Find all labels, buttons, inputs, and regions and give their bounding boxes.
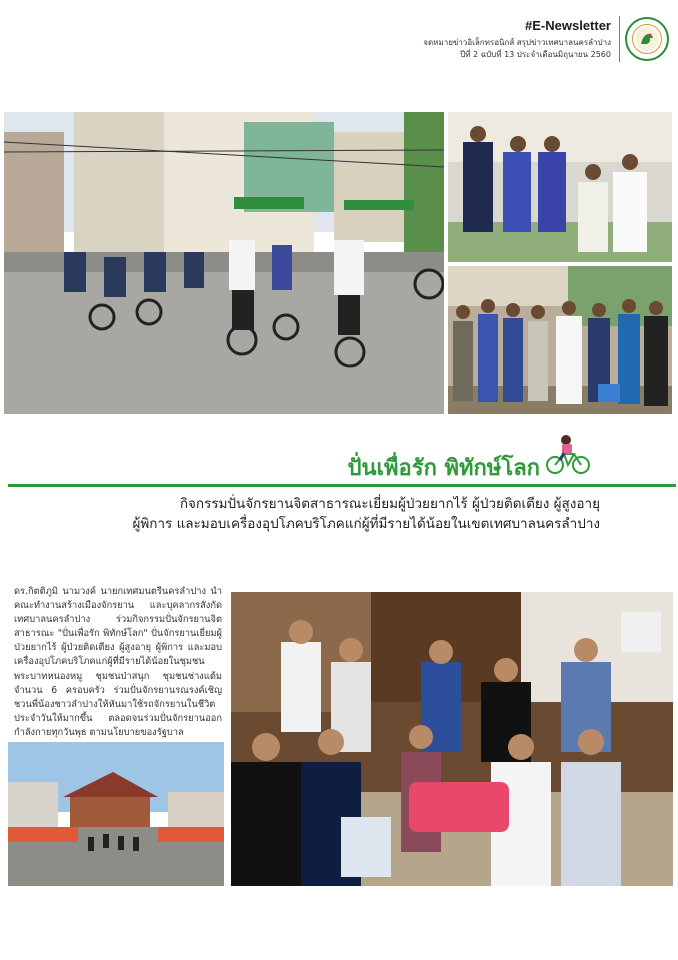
issue-info: ปีที่ 2 ฉบับที่ 13 ประจำเดือนมิถุนายน 2560: [460, 50, 611, 59]
article-body: ดร.กิตติภูมิ นามวงค์ นายกเทศมนตรีนครลำปาง นำคณะทำงานสร้างเมืองจักรยาน และบุคลากรสังกัดเทศบาลนครลำปาง ร่วมกิจกรรมปั่นจักรยานจิตสาธารณะ "ปั่นเพื่อรัก พิทักษ์โลก" ปั่นจักรยานเยี่ยมผู้ป่วยยากไร้ ผู้ป่วยติดเตียง ผู้สูงอายุ ผู้พิการ และมอบเครื่องอุปโภคบริโภคแก่ผู้ที่มีรายได้น้อยในชุมชนพระบาทหนองหมู ชุมชนป่าสนุก ชุมชนช่างแต้ม จำนวน 6 ครอบครัว ร่วมปั่นจักรยานรณรงค์เชิญชวนพี่น้องชาวลำปางให้หันมาใช้รถจักรยานในชีวิตประจำวันให้มากขึ้น ตลอดจนร่วมปั่นจักรยานออกกำลังกายทุกวันพุธ ตามนโยบายของรัฐบาล: [14, 586, 222, 738]
lampang-municipality-seal-icon: [625, 17, 669, 61]
photo-cyclists-street: [4, 112, 444, 414]
girl-on-bicycle-icon: [544, 434, 592, 476]
newsletter-title: #E-Newsletter: [525, 18, 611, 33]
section-subhead: [40, 494, 600, 534]
photo-visit-group-2: [448, 266, 672, 414]
subhead-line-2: ผู้พิการ และมอบเครื่องอุปโภคบริโภคแก่ผู้ที่มีรายได้น้อยในเขตเทศบาลนครลำปาง: [132, 516, 600, 532]
section-divider: [8, 484, 676, 487]
photo-visit-group-1: [448, 112, 672, 262]
section-title: ปั่นเพื่อรัก พิทักษ์โลก: [347, 456, 540, 481]
newsletter-subtitle: จดหมายข่าวอิเล็กทรอนิกส์ สรุปข่าวเทศบาลนครลำปาง: [423, 38, 611, 47]
photo-donation: [231, 592, 673, 886]
photo-cyclists-bridge: [8, 742, 224, 886]
subhead-line-1: กิจกรรมปั่นจักรยานจิตสาธารณะเยี่ยมผู้ป่วยยากไร้ ผู้ป่วยติดเตียง ผู้สูงอายุ: [179, 496, 600, 512]
header-divider: [619, 16, 620, 62]
